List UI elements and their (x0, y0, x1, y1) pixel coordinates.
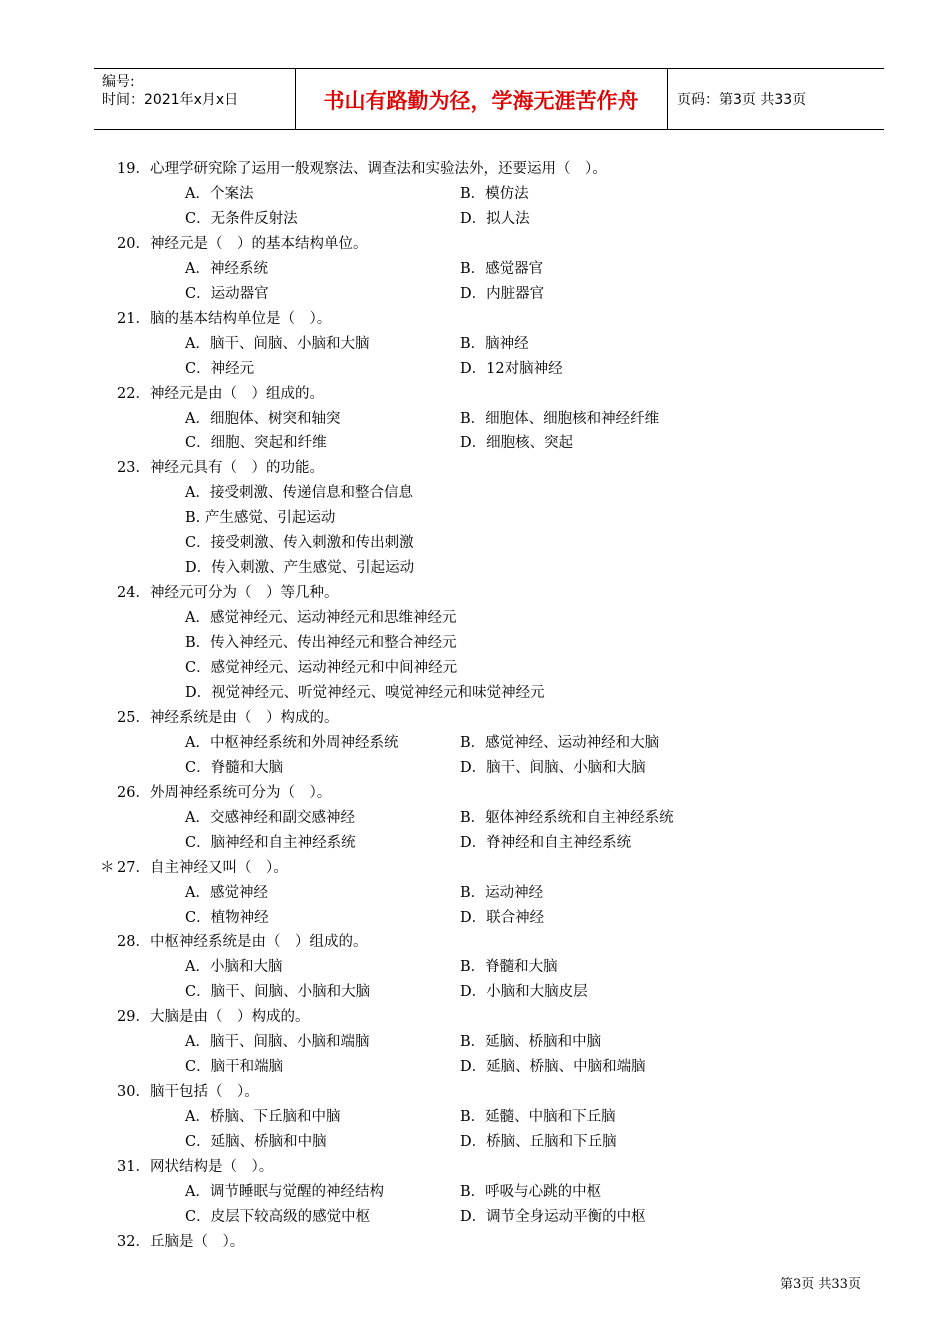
answer-option: C．脑干、间脑、小脑和大脑 (185, 984, 371, 1001)
answer-option: D．脊神经和自主神经系统 (460, 834, 632, 851)
answer-option: B．感觉神经、运动神经和大脑 (460, 734, 660, 751)
answer-option: A．脑干、间脑、小脑和大脑 (185, 335, 370, 352)
answer-option: B．躯体神经系统和自主神经系统 (460, 809, 674, 826)
page-footer: 第3页 共33页 (780, 1277, 861, 1292)
answer-option: B．运动神经 (460, 884, 544, 901)
question-text: 31．网状结构是（ ）。 (117, 1159, 274, 1175)
answer-option: C．细胞、突起和纤维 (185, 435, 327, 452)
answer-option: B．模仿法 (460, 185, 529, 202)
answer-option: A．中枢神经系统和外周神经系统 (185, 734, 399, 751)
answer-option: D．桥脑、丘脑和下丘脑 (460, 1134, 617, 1151)
question-text: 19．心理学研究除了运用一般观察法、调查法和实验法外，还要运用（ ）。 (117, 161, 607, 177)
answer-option: B．延脑、桥脑和中脑 (460, 1034, 602, 1051)
question-text: 29．大脑是由（ ）构成的。 (117, 1009, 310, 1026)
answer-option: B．呼吸与心跳的中枢 (460, 1183, 602, 1200)
header-motto-cell (295, 69, 668, 129)
answer-option: A．小脑和大脑 (185, 959, 283, 976)
answer-option: D．传入刺激、产生感觉、引起运动 (185, 560, 415, 577)
question-text: 30．脑干包括（ ）。 (117, 1084, 259, 1101)
optional-marker: ＊ (100, 859, 115, 876)
question-text: 28．中枢神经系统是由（ ）组成的。 (117, 934, 368, 951)
answer-option: B. 产生感觉、引起运动 (185, 510, 336, 527)
serial-number-label: 编号: (102, 74, 135, 90)
question-text: 26．外周神经系统可分为（ ）。 (117, 784, 332, 801)
answer-option: D．视觉神经元、听觉神经元、嗅觉神经元和味觉神经元 (185, 684, 545, 701)
answer-option: B．感觉器官 (460, 260, 544, 277)
answer-option: C．植物神经 (185, 909, 269, 926)
motto-text: 书山有路勤为径，学海无涯苦作舟 (323, 89, 639, 113)
answer-option: C．脑干和端脑 (185, 1059, 284, 1076)
question-text: 32．丘脑是（ ）。 (117, 1233, 245, 1250)
question-text: 21．脑的基本结构单位是（ ）。 (117, 310, 332, 327)
answer-option: B．延髓、中脑和下丘脑 (460, 1109, 616, 1126)
page-header (94, 68, 884, 130)
answer-option: A．脑干、间脑、小脑和端脑 (185, 1034, 370, 1051)
question-text: 27．自主神经又叫（ ）。 (117, 859, 288, 876)
answer-option: A．感觉神经元、运动神经元和思维神经元 (185, 610, 457, 627)
answer-option: A．交感神经和副交感神经 (185, 809, 355, 826)
answer-option: D．小脑和大脑皮层 (460, 984, 588, 1001)
question-text: 22．神经元是由（ ）组成的。 (117, 385, 324, 402)
answer-option: C．无条件反射法 (185, 210, 298, 227)
answer-option: C．脑神经和自主神经系统 (185, 834, 356, 851)
answer-option: C．接受刺激、传入刺激和传出刺激 (185, 535, 414, 552)
answer-option: A．感觉神经 (185, 884, 268, 901)
header-page-cell (667, 69, 884, 129)
answer-option: C．延脑、桥脑和中脑 (185, 1134, 327, 1151)
answer-option: D．拟人法 (460, 210, 530, 227)
answer-option: A．神经系统 (185, 260, 268, 277)
answer-option: A．调节睡眠与觉醒的神经结构 (185, 1183, 384, 1200)
answer-option: C．神经元 (185, 360, 255, 377)
answer-option: C．脊髓和大脑 (185, 759, 284, 776)
date-label: 时间：2021年x月x日 (102, 92, 239, 108)
answer-option: B．脊髓和大脑 (460, 959, 558, 976)
answer-option: D．脑干、间脑、小脑和大脑 (460, 759, 646, 776)
answer-option: A．接受刺激、传递信息和整合信息 (185, 485, 413, 502)
page-number-label: 页码：第3页 共33页 (677, 92, 807, 108)
answer-option: A．个案法 (185, 185, 254, 202)
answer-option: B．脑神经 (460, 335, 529, 352)
answer-option: D．联合神经 (460, 909, 545, 926)
answer-option: D．细胞核、突起 (460, 435, 574, 452)
answer-option: B．细胞体、细胞核和神经纤维 (460, 410, 660, 427)
question-text: 20．神经元是（ ）的基本结构单位。 (117, 235, 368, 252)
answer-option: A．细胞体、树突和轴突 (185, 410, 341, 427)
answer-option: C．感觉神经元、运动神经元和中间神经元 (185, 660, 458, 676)
answer-option: D．调节全身运动平衡的中枢 (460, 1208, 646, 1225)
answer-option: C．运动器官 (185, 285, 269, 302)
answer-option: D．延脑、桥脑、中脑和端脑 (460, 1059, 646, 1076)
answer-option: A．桥脑、下丘脑和中脑 (185, 1109, 341, 1126)
answer-option: C．皮层下较高级的感觉中枢 (185, 1208, 371, 1225)
answer-option: D．内脏器官 (460, 285, 545, 302)
answer-option: B．传入神经元、传出神经元和整合神经元 (185, 635, 457, 652)
question-text: 25．神经系统是由（ ）构成的。 (117, 709, 339, 726)
header-meta-cell (94, 69, 296, 129)
question-text: 23．神经元具有（ ）的功能。 (117, 460, 324, 477)
answer-option: D．12对脑神经 (460, 360, 563, 377)
question-text: 24．神经元可分为（ ）等几种。 (117, 585, 339, 602)
